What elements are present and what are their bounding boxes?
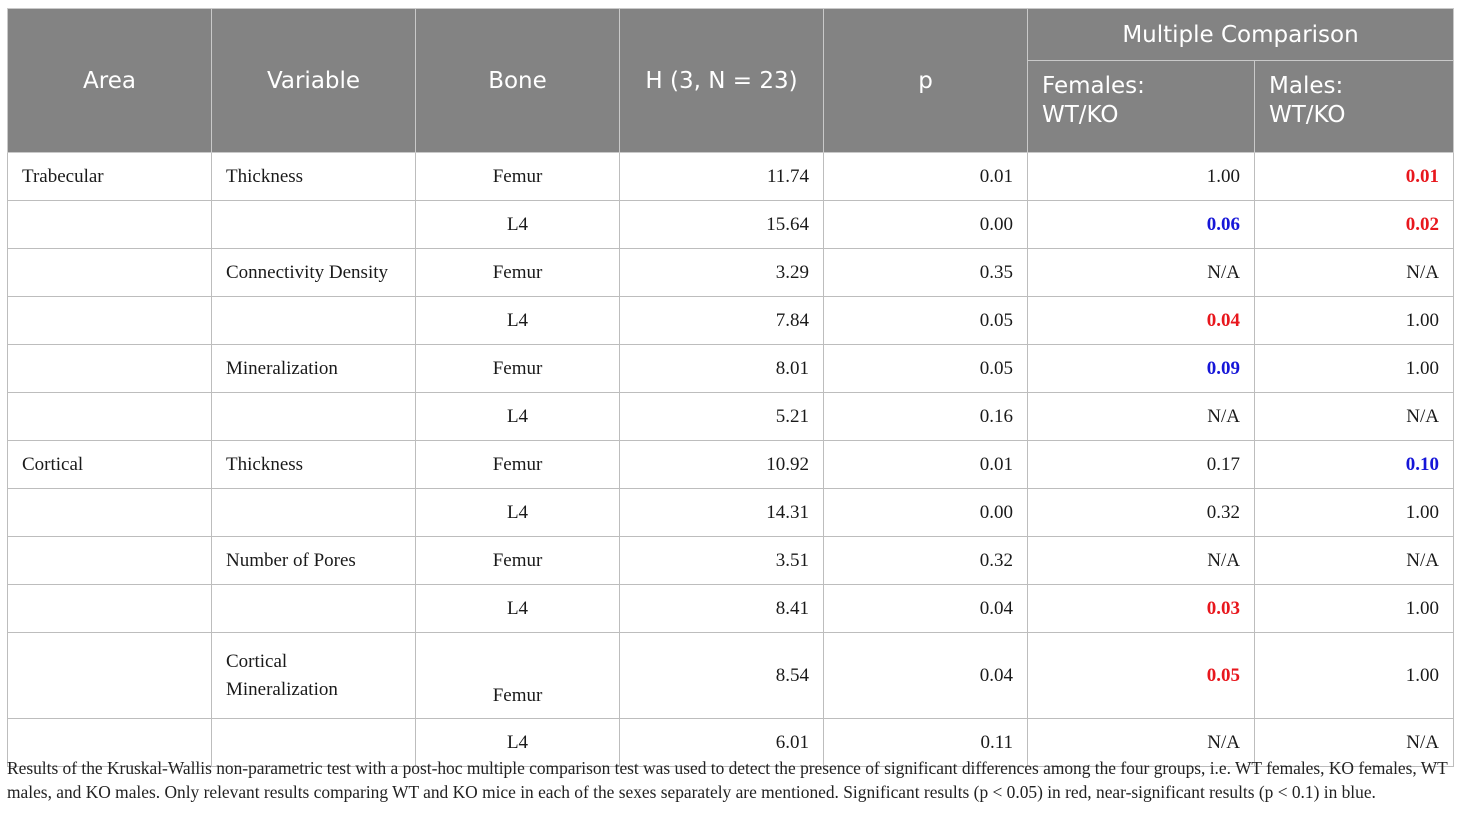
table-row — [8, 585, 1454, 633]
table-row — [8, 249, 1454, 297]
cell-variable — [212, 633, 416, 719]
cell-females: 0.05 — [1028, 633, 1255, 719]
header-variable: Variable — [212, 9, 416, 153]
cell-males: 0.02 — [1255, 201, 1454, 249]
header-males-line2: WT/KO — [1269, 102, 1346, 128]
cell-h: 3.51 — [620, 537, 824, 585]
cell-females: 0.32 — [1028, 489, 1255, 537]
cell-females: N/A — [1028, 537, 1255, 585]
cell-variable-line1: Cortical — [226, 650, 288, 672]
cell-h: 14.31 — [620, 489, 824, 537]
cell-males: N/A — [1255, 249, 1454, 297]
cell-males: N/A — [1255, 537, 1454, 585]
cell-h: 5.21 — [620, 393, 824, 441]
cell-p: 0.05 — [824, 345, 1028, 393]
cell-variable: Connectivity Density — [212, 249, 416, 297]
cell-area — [8, 585, 212, 633]
cell-males: 1.00 — [1255, 633, 1454, 719]
table-row — [8, 393, 1454, 441]
cell-area: Cortical — [8, 441, 212, 489]
cell-p: 0.01 — [824, 441, 1028, 489]
cell-females: 0.09 — [1028, 345, 1255, 393]
cell-h: 10.92 — [620, 441, 824, 489]
cell-bone: L4 — [416, 585, 620, 633]
cell-females: N/A — [1028, 249, 1255, 297]
table-row — [8, 201, 1454, 249]
table-row — [8, 633, 1454, 719]
cell-bone: Femur — [416, 633, 620, 719]
cell-females: N/A — [1028, 719, 1255, 767]
cell-females: 0.06 — [1028, 201, 1255, 249]
cell-variable: Number of Pores — [212, 537, 416, 585]
cell-females: 0.17 — [1028, 441, 1255, 489]
cell-variable — [212, 297, 416, 345]
cell-bone: Femur — [416, 537, 620, 585]
cell-variable — [212, 201, 416, 249]
header-multiple-comparison: Multiple Comparison — [1028, 9, 1454, 61]
table-row — [8, 441, 1454, 489]
cell-h: 3.29 — [620, 249, 824, 297]
cell-area — [8, 249, 212, 297]
kruskal-wallis-results-table — [7, 8, 1454, 767]
cell-p: 0.32 — [824, 537, 1028, 585]
cell-area — [8, 345, 212, 393]
cell-p: 0.04 — [824, 585, 1028, 633]
table-row — [8, 537, 1454, 585]
header-females-line1: Females: — [1042, 73, 1145, 99]
cell-males: 1.00 — [1255, 585, 1454, 633]
cell-males: 0.10 — [1255, 441, 1454, 489]
cell-females: 1.00 — [1028, 153, 1255, 201]
cell-p: 0.04 — [824, 633, 1028, 719]
cell-p: 0.35 — [824, 249, 1028, 297]
cell-variable: Thickness — [212, 153, 416, 201]
header-p-value: p — [824, 9, 1028, 153]
table-row — [8, 153, 1454, 201]
cell-bone: L4 — [416, 201, 620, 249]
cell-females: 0.04 — [1028, 297, 1255, 345]
cell-p: 0.01 — [824, 153, 1028, 201]
cell-males: N/A — [1255, 719, 1454, 767]
cell-h: 7.84 — [620, 297, 824, 345]
cell-bone: L4 — [416, 297, 620, 345]
header-h-statistic: H (3, N = 23) — [620, 9, 824, 153]
cell-p: 0.00 — [824, 489, 1028, 537]
table-caption: Results of the Kruskal-Wallis non-parametric test with a post-hoc multiple comparison test was used to detect the presence of significant differences among the four groups, i.e. WT females, KO females, WT males, and KO males. Only relevant results comparing WT and KO mice in each of the sexes separately are mentioned. Significant results (p < 0.05) in red, near-significant results (p < 0.1) in blue. — [7, 758, 1448, 802]
cell-bone: Femur — [416, 345, 620, 393]
cell-variable: Thickness — [212, 441, 416, 489]
cell-area — [8, 633, 212, 719]
table-row — [8, 345, 1454, 393]
cell-p: 0.16 — [824, 393, 1028, 441]
cell-males: N/A — [1255, 393, 1454, 441]
cell-variable — [212, 393, 416, 441]
cell-h: 8.54 — [620, 633, 824, 719]
cell-variable-line2: Mineralization — [226, 678, 338, 700]
cell-p: 0.11 — [824, 719, 1028, 767]
results-table-container — [7, 8, 1453, 767]
cell-variable — [212, 489, 416, 537]
header-area: Area — [8, 9, 212, 153]
cell-h: 15.64 — [620, 201, 824, 249]
cell-bone: L4 — [416, 393, 620, 441]
header-females-line2: WT/KO — [1042, 102, 1119, 128]
cell-males: 0.01 — [1255, 153, 1454, 201]
cell-h: 8.41 — [620, 585, 824, 633]
cell-males: 1.00 — [1255, 489, 1454, 537]
cell-variable — [212, 585, 416, 633]
header-males-line1: Males: — [1269, 73, 1344, 99]
table-body — [8, 153, 1454, 767]
cell-variable: Mineralization — [212, 345, 416, 393]
cell-area — [8, 489, 212, 537]
header-bone: Bone — [416, 9, 620, 153]
cell-females: N/A — [1028, 393, 1255, 441]
cell-bone: Femur — [416, 153, 620, 201]
cell-bone: Femur — [416, 441, 620, 489]
cell-males: 1.00 — [1255, 345, 1454, 393]
table-row — [8, 489, 1454, 537]
cell-h: 6.01 — [620, 719, 824, 767]
cell-h: 8.01 — [620, 345, 824, 393]
cell-area — [8, 201, 212, 249]
header-males-wt-ko — [1255, 61, 1454, 153]
cell-females: 0.03 — [1028, 585, 1255, 633]
cell-area — [8, 297, 212, 345]
cell-bone: Femur — [416, 249, 620, 297]
cell-bone: L4 — [416, 489, 620, 537]
cell-h: 11.74 — [620, 153, 824, 201]
cell-bone: L4 — [416, 719, 620, 767]
table-header — [8, 9, 1454, 153]
cell-males: 1.00 — [1255, 297, 1454, 345]
cell-area: Trabecular — [8, 153, 212, 201]
cell-area — [8, 393, 212, 441]
cell-area — [8, 537, 212, 585]
header-females-wt-ko — [1028, 61, 1255, 153]
cell-p: 0.00 — [824, 201, 1028, 249]
table-row — [8, 297, 1454, 345]
cell-p: 0.05 — [824, 297, 1028, 345]
